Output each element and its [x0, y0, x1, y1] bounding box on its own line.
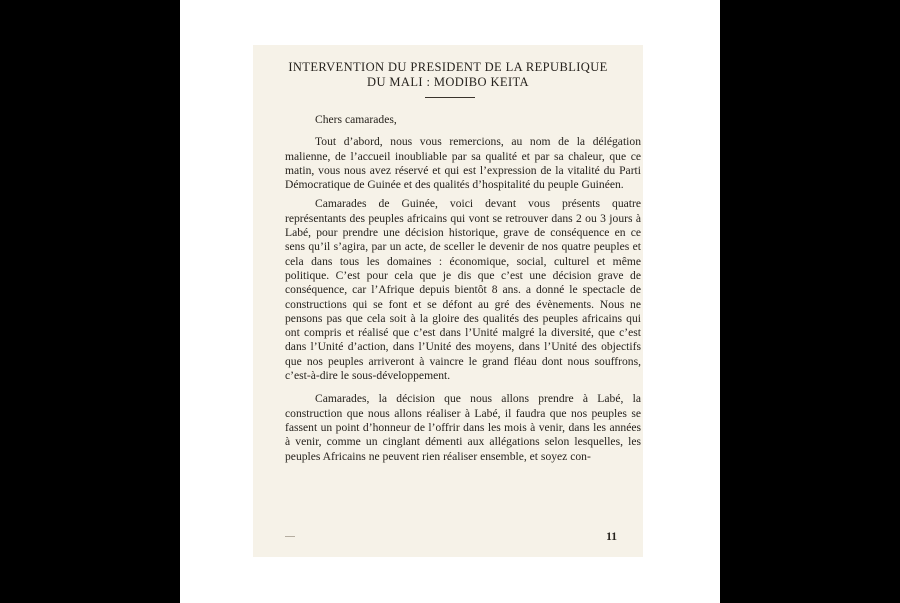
- page-number: 11: [606, 531, 617, 543]
- footer-mark: [285, 536, 295, 537]
- paragraph-3: Camarades, la décision que nous allons prendre à Labé, la construction que nous allons réaliser à Labé, il faudra que nos peuples se fassent un point d’honneur de l’offrir dans les mois à venir, dans les années à venir, comme un cinglant démenti aux allégations selon lesquelles, les peuples Africains ne peuvent rien réaliser ensemble, et soyez con-: [285, 392, 641, 463]
- scanned-page: [253, 45, 643, 557]
- document-body: [285, 113, 641, 464]
- title-line-1: INTERVENTION DU PRESIDENT DE LA REPUBLIQUE: [288, 60, 608, 74]
- title-line-2: DU MALI : MODIBO KEITA: [367, 75, 529, 89]
- title-underline-rule: [425, 97, 475, 98]
- paragraph-2: Camarades de Guinée, voici devant vous présents quatre représentants des peuples africains qui vont se retrouver dans 2 ou 3 jours à Labé, pour prendre une décision historique, grave de conséquence en ce sens qu’il s’agira, par un acte, de sceller le devenir de nos quatre peuples et cela dans tous les domaines : économique, social, culturel et même politique. C’est pour cela que je dis que c’est une décision grave de conséquence, car l’Afrique depuis bientôt 8 ans. a donné le spectacle de constructions qui se font et se défont au gré des évènements. Nous ne pensons pas que cela soit à la gloire des qualités des peuples africains qui ont compris et réalisé que c’est dans l’Unité malgré la diversité, que c’est dans l’Unité d’action, dans l’Unité des moyens, dans l’Unité des objectifs que nos peuples arriveront à vaincre le grand fléau dont nous souffrons, c’est-à-dire le sous-développement.: [285, 197, 641, 383]
- document-title: [253, 60, 643, 90]
- salutation: Chers camarades,: [315, 113, 397, 126]
- paragraph-1: Tout d’abord, nous vous remercions, au nom de la délégation malienne, de l’accueil inoubliable par sa qualité et par sa chaleur, que ce matin, vous nous avez réservé et qui est l’expression de la vitalité du Parti Démocratique de Guinée et des qualités d’hospitalité du peuple Guinéen.: [285, 135, 641, 192]
